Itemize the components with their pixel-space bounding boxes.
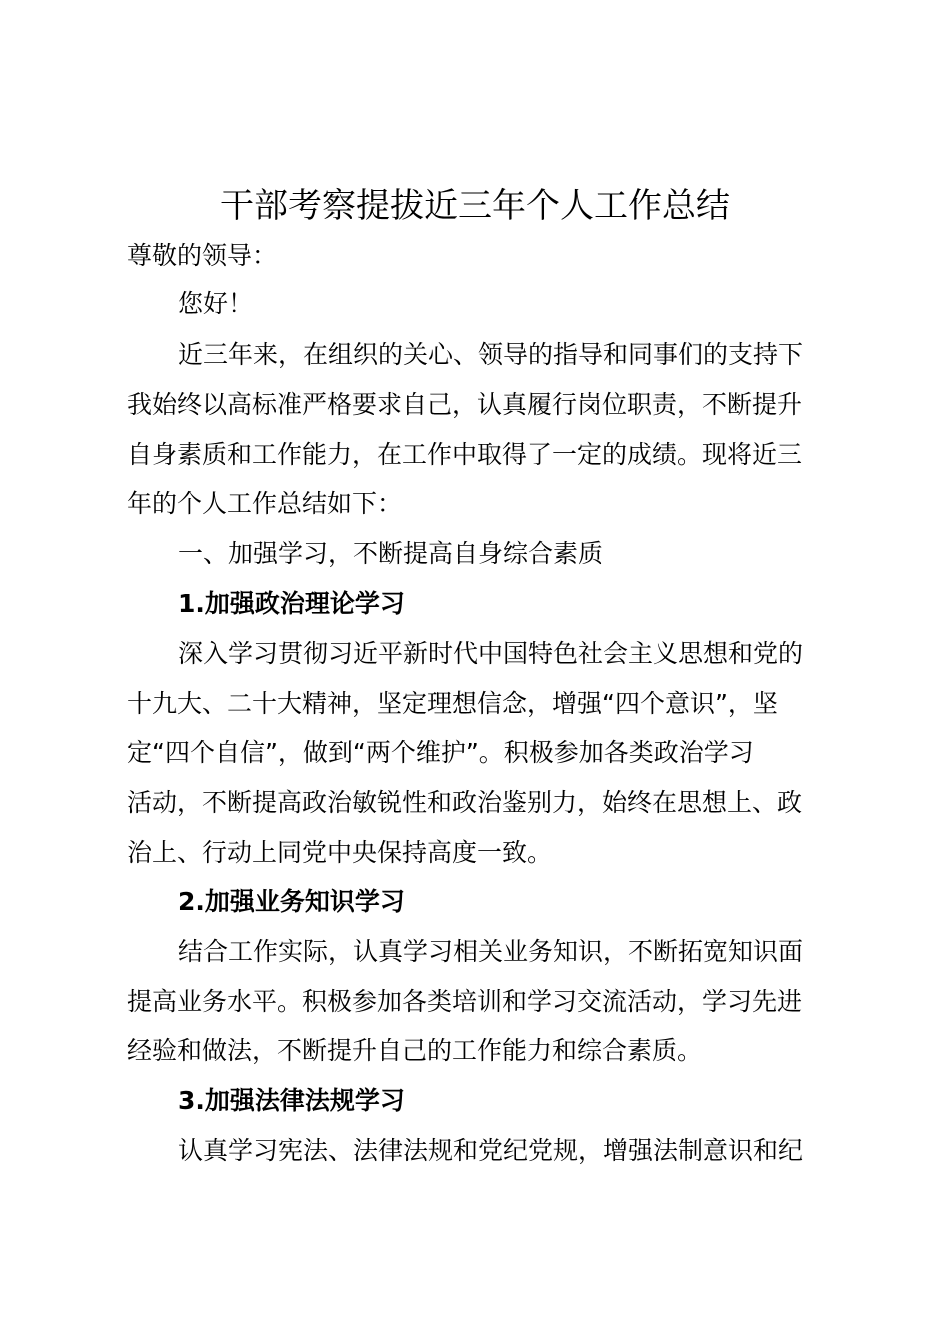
subsection-heading: 2.加强业务知识学习: [178, 887, 405, 916]
paragraph-line: 我始终以高标准严格要求自己，认真履行岗位职责，不断提升: [127, 390, 803, 419]
greeting: 您好！: [178, 289, 254, 318]
paragraph-line: 自身素质和工作能力，在工作中取得了一定的成绩。现将近三: [127, 440, 803, 469]
paragraph-line: 提高业务水平。积极参加各类培训和学习交流活动，学习先进: [127, 987, 803, 1016]
paragraph-line: 定“四个自信”，做到“两个维护”。积极参加各类政治学习: [127, 738, 754, 767]
paragraph-line: 深入学习贯彻习近平新时代中国特色社会主义思想和党的: [178, 639, 804, 668]
paragraph-line: 结合工作实际，认真学习相关业务知识，不断拓宽知识面: [178, 937, 804, 966]
document-title: 干部考察提拔近三年个人工作总结: [220, 186, 730, 226]
subsection-heading: 1.加强政治理论学习: [178, 589, 405, 618]
paragraph-line: 认真学习宪法、法律法规和党纪党规，增强法制意识和纪: [178, 1136, 804, 1165]
paragraph-line: 近三年来，在组织的关心、领导的指导和同事们的支持下: [178, 340, 804, 369]
salutation: 尊敬的领导：: [127, 241, 278, 270]
subsection-heading: 3.加强法律法规学习: [178, 1086, 405, 1115]
paragraph-line: 年的个人工作总结如下：: [127, 489, 403, 518]
section-heading: 一、加强学习，不断提高自身综合素质: [178, 539, 604, 568]
paragraph-line: 十九大、二十大精神，坚定理想信念，增强“四个意识”，坚: [127, 689, 778, 718]
paragraph-line: 活动，不断提高政治敏锐性和政治鉴别力，始终在思想上、政: [127, 788, 803, 817]
paragraph-line: 经验和做法，不断提升自己的工作能力和综合素质。: [127, 1036, 703, 1065]
paragraph-line: 治上、行动上同党中央保持高度一致。: [127, 838, 553, 867]
